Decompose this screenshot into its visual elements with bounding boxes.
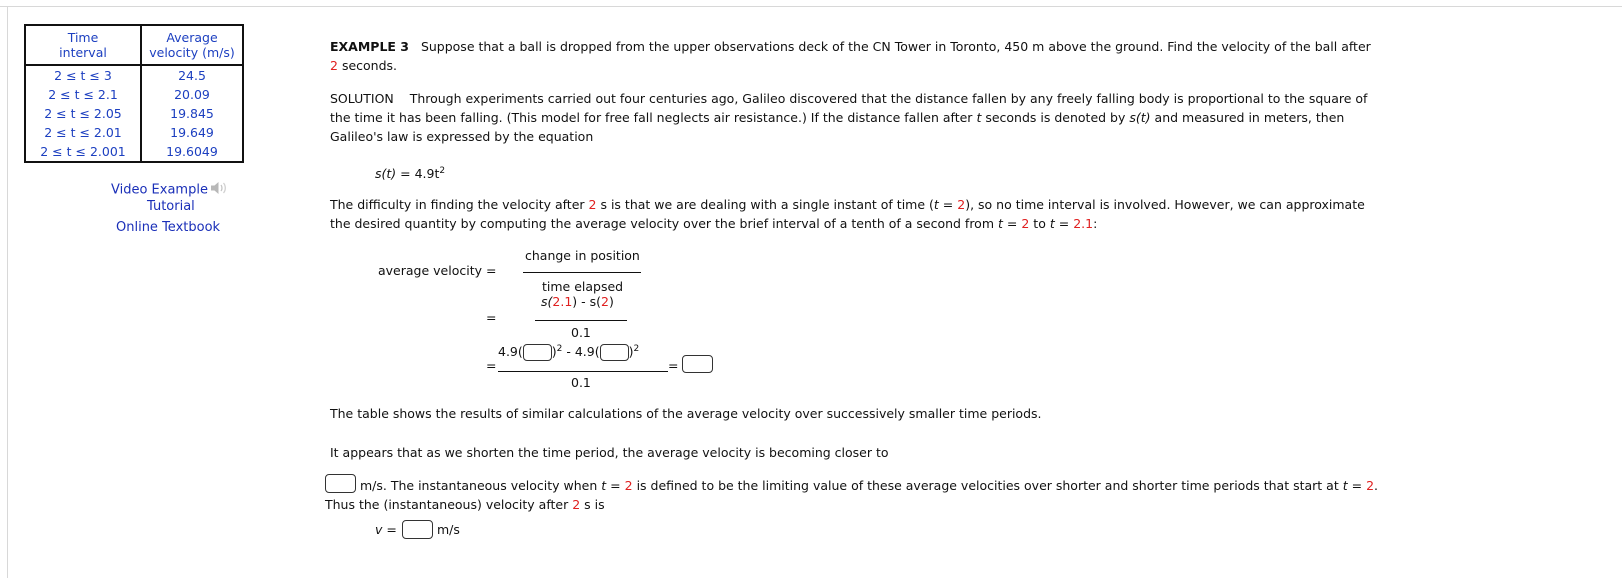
interval-cell: 2 ≤ t ≤ 2.001 [25,142,141,162]
approach-sentence: It appears that as we shorten the time period, the average velocity is becoming closer to [330,445,889,460]
answer-input-2[interactable] [600,344,629,361]
numerator-s-difference: s(2.1) - s(2) [541,294,614,309]
average-velocity-label: average velocity = [378,263,497,278]
final-velocity-input[interactable] [402,520,433,539]
table-note: The table shows the results of similar calculations of the average velocity over successively smaller time periods. [330,406,1042,421]
table-header-row [25,25,243,65]
video-example-link[interactable]: Video Example [111,180,229,200]
table-row [25,142,243,162]
example-statement: EXAMPLE 3 Suppose that a ball is dropped from the upper observations deck of the CN Tower in Toronto, 450 m above the ground. Find the velocity of the ball after [330,39,1371,54]
fraction-bar-3 [498,371,668,372]
denominator-0-1-b: 0.1 [571,375,591,390]
velocity-cell: 19.6049 [166,144,218,159]
interval-cell: 2 ≤ t ≤ 3 [25,65,141,85]
velocity-cell: 19.845 [170,106,214,121]
solution-line2: the time it has been falling. (This model for free fall neglects air resistance.) If the distance fallen after t seconds is denoted by s(t) and measured in meters, then [330,110,1345,125]
answer-input-2-1[interactable] [523,344,552,361]
difficulty-line2: the desired quantity by computing the average velocity over the brief interval of a tenth of a second from t = 2 to t = 2.1: [330,216,1098,231]
final-answer-row: v = [375,522,397,537]
average-velocity-result-input[interactable] [682,355,713,373]
interval-cell: 2 ≤ t ≤ 2.1 [25,85,141,104]
denominator-0-1: 0.1 [571,325,591,340]
table-row [25,123,243,142]
fraction-bar-2 [535,320,627,321]
velocity-cell: 19.649 [170,125,214,140]
limit-velocity-input[interactable] [325,474,356,493]
solution-label: SOLUTION [330,91,394,106]
table-row [25,85,243,104]
header-average-velocity: Average velocity (m/s) [141,25,243,65]
solution-line1: SOLUTION Through experiments carried out four centuries ago, Galileo discovered that the distance fallen by any freely falling body is proportional to the square of [330,91,1368,106]
example-label: EXAMPLE 3 [330,39,410,54]
fraction-bar-1 [523,272,641,273]
velocity-cell: 24.5 [178,68,206,83]
interval-cell: 2 ≤ t ≤ 2.05 [25,104,141,123]
interval-cell: 2 ≤ t ≤ 2.01 [25,123,141,142]
example-statement-line2: 2 seconds. [330,58,398,73]
table-row [25,104,243,123]
left-border [7,6,8,578]
solution-line3: Galileo's law is expressed by the equation [330,129,594,144]
equals-sign-3: = [486,358,497,373]
instantaneous-line1: m/s. The instantaneous velocity when t = 2 is defined to be the limiting value of these average velocities over shorter and shorter time periods that start at t = 2. [360,478,1379,493]
numerator-change-in-position: change in position [525,248,640,263]
online-textbook-link[interactable]: Online Textbook [116,220,221,235]
table-row [25,65,243,85]
header-time-interval: Time interval [25,25,141,65]
denominator-time-elapsed: time elapsed [542,279,624,294]
final-unit: m/s [437,522,460,537]
top-border [0,0,1622,7]
difficulty-line1: The difficulty in finding the velocity after 2 s is that we are dealing with a single instant of time (t = 2), so no time interval is involved. However, we can approximate [330,197,1365,212]
galileo-equation: $s(t) = 4.9t^2$ [375,166,446,182]
numerator-squares: 4.9( )$^2$ - 4.9( )$^2$ [498,344,640,360]
equals-sign-2: = [486,310,497,325]
velocity-cell: 20.09 [174,87,210,102]
instantaneous-line2: Thus the (instantaneous) velocity after 2 s is [325,497,605,512]
tutorial-link[interactable]: Tutorial [147,199,195,214]
equals-sign-4: = [668,358,679,373]
velocity-table [24,24,244,163]
speaker-icon [209,180,229,200]
